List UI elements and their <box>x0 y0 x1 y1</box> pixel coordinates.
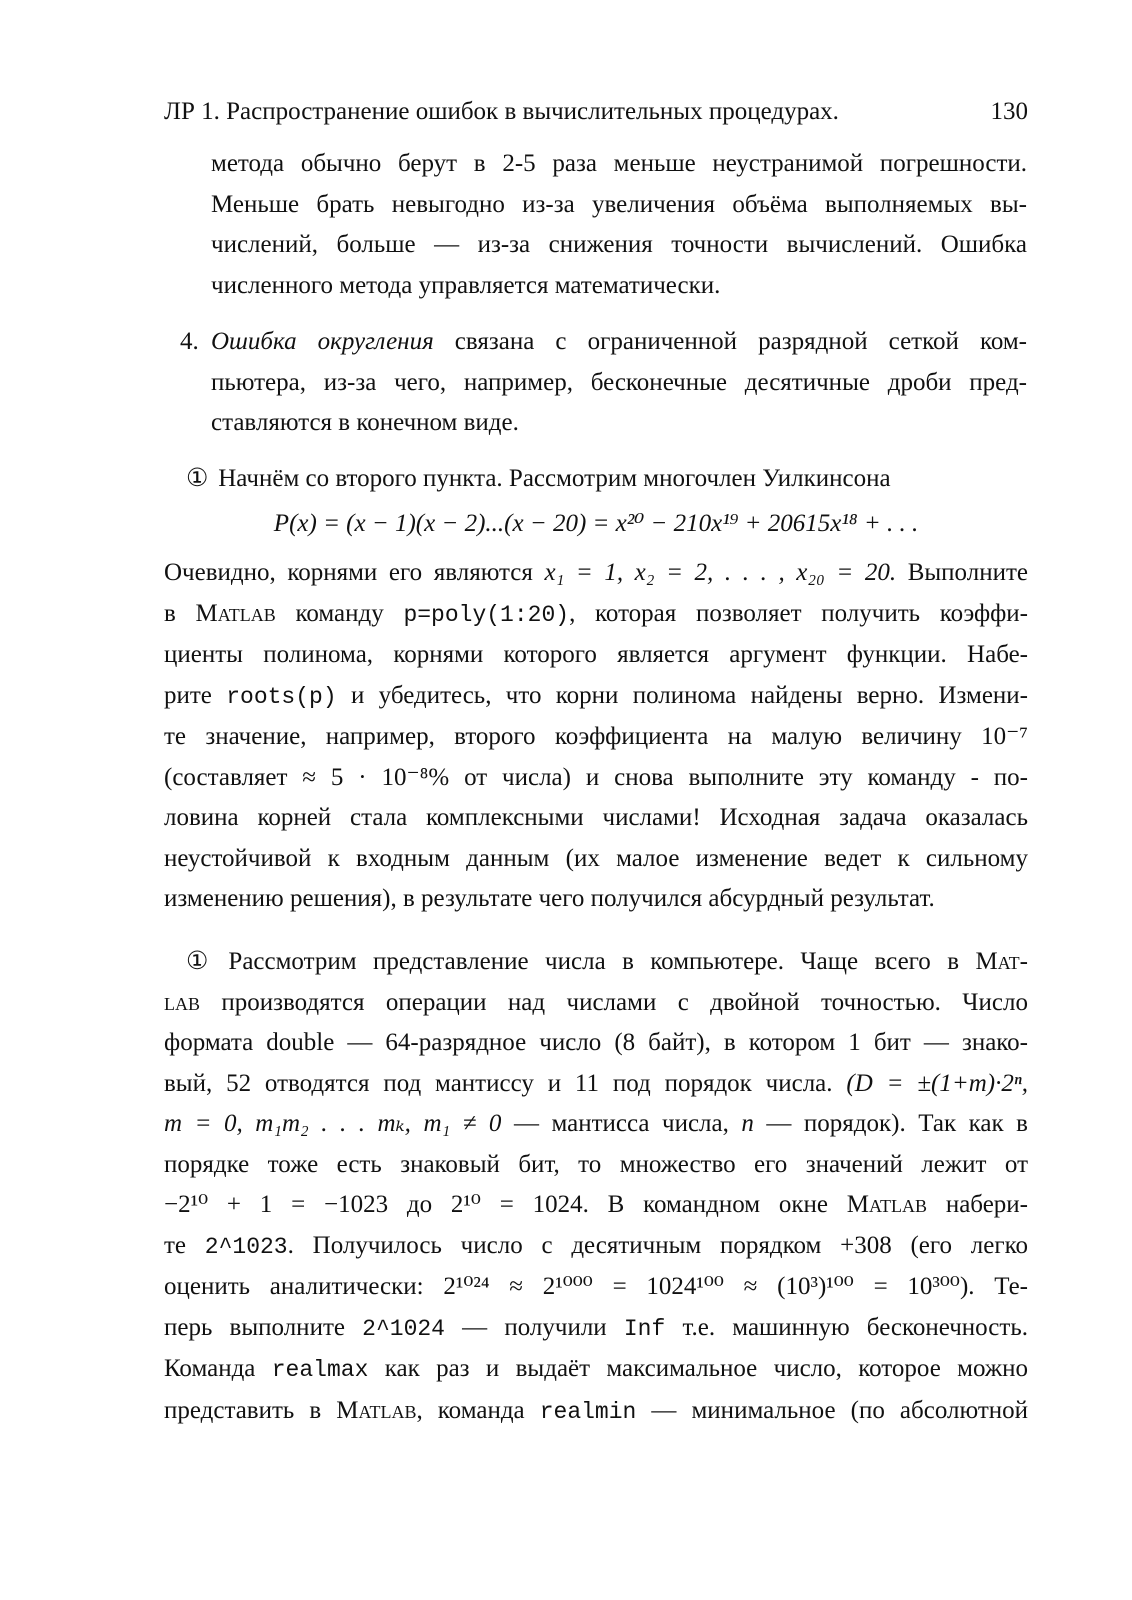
text-span: Очевидно, корнями его являются <box>164 559 545 586</box>
list-item-number: 4. <box>180 328 199 355</box>
text-span: — порядок). Так как в <box>753 1110 1028 1137</box>
text-line <box>164 676 1028 718</box>
text-span: в <box>164 599 196 627</box>
text-line: формата double — 64-разрядное число (8 байт), в котором 1 бит — знако- <box>164 1029 1028 1056</box>
text-span: перь выполните <box>164 1313 363 1341</box>
text-span: набери- <box>927 1191 1028 1218</box>
text-span: , команда <box>416 1396 540 1424</box>
matlab-name: lab <box>164 988 200 1016</box>
matlab-name: Matlab <box>336 1396 417 1424</box>
text-span: , которая позволяет получить коэффи- <box>569 599 1028 627</box>
text-span: и убедитесь, что корни полинома найдены верно. Измени- <box>336 681 1028 709</box>
text-span: — получили <box>444 1313 624 1341</box>
matlab-name: Matlab <box>846 1191 928 1218</box>
text-span: . Получилось число с десятичным порядком +308 (его легко <box>287 1231 1028 1259</box>
text-line: те значение, например, второго коэффициента на малую величину 10⁻⁷ <box>164 723 1028 750</box>
code-poly: p=poly(1:20) <box>403 601 570 628</box>
text-line <box>164 594 1028 636</box>
text-line <box>164 1226 1028 1268</box>
text-line: изменению решения), в результате чего получился абсурдный результат. <box>164 885 935 912</box>
text-line <box>164 983 1028 1024</box>
text-line: Меньше брать невыгодно из-за увеличения объёма выполняемых вы- <box>211 190 1027 218</box>
text-span: −2¹⁰ + 1 = −1023 до 2¹⁰ = 1024. В командном окне <box>164 1191 847 1218</box>
wilkinson-formula: P(x) = (x − 1)(x − 2)...(x − 20) = x²⁰ − 210x¹⁹ + 20615x¹⁸ + . . . <box>273 509 919 537</box>
text-span: — минимальное (по абсолютной <box>636 1396 1028 1424</box>
running-header <box>164 92 1028 132</box>
text-line <box>164 1349 1028 1391</box>
page-number: 130 <box>990 98 1028 125</box>
text-line: порядке тоже есть знаковый бит, то множество его значений лежит от <box>164 1150 1028 1178</box>
exercise-marker-icon: ① <box>186 465 209 492</box>
text-span: как раз и выдаёт максимальное число, которое можно <box>368 1355 1028 1382</box>
exercise-2 <box>164 942 1028 1432</box>
text-span: представить в <box>164 1396 337 1424</box>
text-line: метода обычно берут в 2-5 раза меньше неустранимой погрешности. <box>211 150 1027 177</box>
roots-math: x₁ = 1, x₂ = 2, . . . , x₂₀ = 20. <box>544 559 897 586</box>
matlab-name: Matlab <box>195 599 276 627</box>
text-line: (составляет ≈ 5 · 10⁻⁸% от числа) и снова выполните эту команду - по- <box>164 763 1028 791</box>
double-format-math: (D = ±(1+m)·2ⁿ, <box>846 1069 1028 1097</box>
code-realmin: realmin <box>539 1398 637 1425</box>
code-inf: Inf <box>623 1315 666 1342</box>
text-line: неустойчивой к входным данным (их малое изменение ведет к сильному <box>164 844 1028 872</box>
text-span: команду <box>275 599 404 627</box>
text-span: Команда <box>164 1355 272 1382</box>
text-line: ставляются в конечном виде. <box>211 409 519 436</box>
order-symbol: n <box>741 1110 754 1137</box>
text-span: связана с ограниченной разрядной сеткой ком- <box>433 328 1027 355</box>
text-line <box>164 1391 1028 1433</box>
text-span: рите <box>164 681 227 709</box>
text-span: Рассмотрим представление числа в компьютере. Чаще всего в <box>228 948 976 975</box>
text-line <box>164 553 1028 594</box>
text-line <box>164 1104 1028 1145</box>
text-line: оценить аналитически: 2¹⁰²⁴ ≈ 2¹⁰⁰⁰ = 1024¹⁰⁰ ≈ (10³)¹⁰⁰ = 10³⁰⁰). Те- <box>164 1273 1028 1300</box>
exercise-intro-line <box>164 459 1028 500</box>
text-span: те <box>164 1231 205 1259</box>
text-line: числений, больше — из-за снижения точности вычислений. Ошибка <box>211 231 1027 258</box>
text-span: вый, 52 отводятся под мантиссу и 11 под порядок числа. <box>164 1069 847 1097</box>
text-line: циенты полинома, корнями которого является аргумент функции. Набе- <box>164 641 1028 668</box>
text-span: Начнём со второго пункта. Рассмотрим многочлен Уилкинсона <box>218 465 891 492</box>
exercise-marker-icon: ① <box>186 948 209 975</box>
text-line <box>164 1308 1028 1350</box>
exercise-1 <box>164 459 1028 920</box>
text-line <box>164 1064 1028 1105</box>
term-rounding-error: Ошибка округления <box>211 328 434 355</box>
mantissa-math: m = 0, m₁m₂ . . . mₖ, m₁ ≠ 0 <box>164 1110 502 1137</box>
matlab-name: Mat- <box>975 948 1028 975</box>
text-line: ловина корней стала комплексными числами! Исходная задача оказалась <box>164 804 1028 831</box>
code-2-pow-1024: 2^1024 <box>362 1315 445 1342</box>
text-line <box>164 1185 1028 1226</box>
code-realmax: realmax <box>271 1357 369 1383</box>
header-title: ЛР 1. Распространение ошибок в вычислительных процедурах. <box>164 98 839 125</box>
text-line: численного метода управляется математически. <box>211 271 721 299</box>
text-line <box>180 322 1027 363</box>
text-span: Выполните <box>896 559 1028 586</box>
list-item-4 <box>180 322 1027 444</box>
text-span: производятся операции над числами с двойной точностью. Число <box>200 988 1028 1016</box>
text-line: пьютера, из-за чего, например, бесконечные десятичные дроби пред- <box>211 368 1027 396</box>
paragraph-method <box>211 144 1027 306</box>
text-line <box>164 942 1028 983</box>
code-roots: roots(p) <box>226 683 337 710</box>
text-span: т.е. машинную бесконечность. <box>665 1313 1028 1341</box>
code-2-pow-1023: 2^1023 <box>204 1233 288 1260</box>
text-span: — мантисса числа, <box>501 1110 742 1137</box>
